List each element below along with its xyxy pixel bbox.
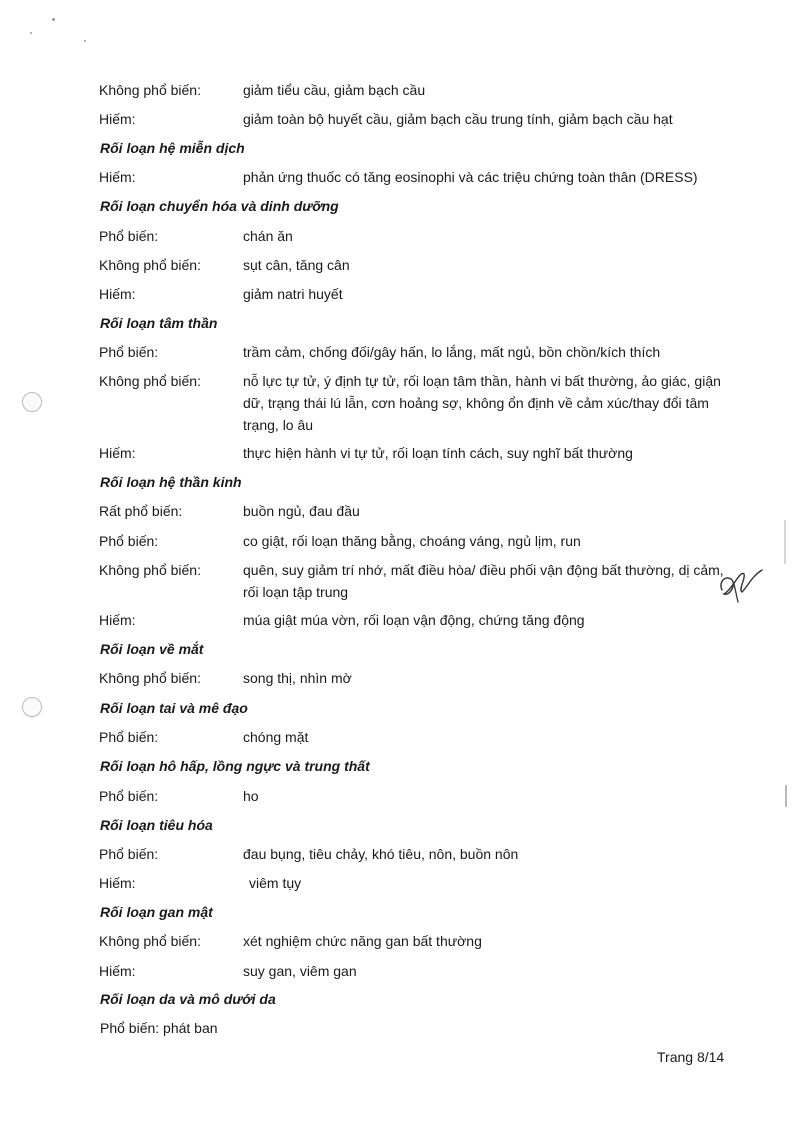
section-heading: Rối loạn về mắt bbox=[100, 641, 204, 657]
adverse-effects-text: đau bụng, tiêu chảy, khó tiêu, nôn, buồn nôn bbox=[243, 846, 519, 862]
adverse-effects-text: quên, suy giảm trí nhớ, mất điều hòa/ điều phối vận động bất thường, dị cảm, rối loạn tập trung bbox=[243, 562, 724, 600]
frequency-label: Phổ biến: bbox=[99, 228, 159, 244]
section-heading: Rối loạn tiêu hóa bbox=[100, 817, 213, 833]
adverse-effects-text: chóng mặt bbox=[243, 729, 309, 745]
section-heading: Rối loạn tai và mê đạo bbox=[100, 700, 248, 716]
frequency-label: Phổ biến: bbox=[99, 344, 159, 360]
frequency-label: Phổ biến: bbox=[99, 533, 159, 549]
section-heading: Rối loạn chuyển hóa và dinh dưỡng bbox=[100, 198, 339, 214]
frequency-label: Không phổ biến: bbox=[99, 257, 201, 273]
adverse-effects-text: nỗ lực tự tử, ý định tự tử, rối loạn tâm thần, hành vi bất thường, ảo giác, giận dữ, trạng thái lú lẫn, cơn hoảng sợ, không ổn định về cảm xúc/thay đổi tâm trạng, lo âu bbox=[243, 373, 721, 433]
frequency-label: Hiếm: bbox=[99, 286, 136, 302]
adverse-effects-text: buồn ngủ, đau đầu bbox=[243, 503, 360, 519]
frequency-label: Hiếm: bbox=[99, 963, 136, 979]
scan-speck bbox=[30, 32, 32, 34]
adverse-effects-text: giảm toàn bộ huyết cầu, giảm bạch cầu trung tính, giảm bạch cầu hạt bbox=[243, 111, 673, 127]
adverse-effects-text: ho bbox=[243, 788, 259, 804]
adverse-effects-text: phản ứng thuốc có tăng eosinophi và các triệu chứng toàn thân (DRESS) bbox=[243, 169, 698, 185]
frequency-label: Phổ biến: phát ban bbox=[100, 1020, 218, 1036]
adverse-effects-text: viêm tụy bbox=[249, 875, 302, 891]
section-heading: Rối loạn da và mô dưới da bbox=[100, 991, 276, 1007]
section-heading: Rối loạn hệ miễn dịch bbox=[100, 140, 245, 156]
adverse-effects-text: sụt cân, tăng cân bbox=[243, 257, 350, 273]
adverse-effects-text: co giật, rối loạn thăng bằng, choáng váng, ngủ lịm, run bbox=[243, 533, 581, 549]
adverse-effects-text: suy gan, viêm gan bbox=[243, 963, 357, 979]
adverse-effects-text: trầm cảm, chống đối/gây hấn, lo lắng, mất ngủ, bồn chồn/kích thích bbox=[243, 344, 661, 360]
frequency-label: Hiếm: bbox=[99, 612, 136, 628]
frequency-label: Không phổ biến: bbox=[99, 562, 201, 578]
adverse-effects-text: chán ăn bbox=[243, 228, 293, 244]
scan-speck bbox=[52, 18, 55, 21]
frequency-label: Phổ biến: bbox=[99, 846, 159, 862]
section-heading: Rối loạn hệ thần kinh bbox=[100, 474, 242, 490]
frequency-label: Phổ biến: bbox=[99, 788, 159, 804]
frequency-label: Hiếm: bbox=[99, 445, 136, 461]
frequency-label: Không phổ biến: bbox=[99, 933, 201, 949]
adverse-effects-text: song thị, nhìn mờ bbox=[243, 670, 352, 686]
frequency-label: Rất phổ biến: bbox=[99, 503, 183, 519]
frequency-label: Không phổ biến: bbox=[99, 82, 201, 98]
adverse-effects-text: múa giật múa vờn, rối loạn vận động, chứng tăng động bbox=[243, 612, 585, 628]
scan-speck bbox=[84, 40, 86, 42]
punch-hole-top bbox=[22, 392, 42, 412]
frequency-label: Phổ biến: bbox=[99, 729, 159, 745]
frequency-label: Hiếm: bbox=[99, 875, 136, 891]
adverse-effects-text: xét nghiệm chức năng gan bất thường bbox=[243, 933, 482, 949]
adverse-effects-text: thực hiện hành vi tự tử, rối loạn tính cách, suy nghĩ bất thường bbox=[243, 445, 633, 461]
scan-edge-mark bbox=[785, 785, 787, 807]
frequency-label: Không phổ biến: bbox=[99, 373, 201, 389]
frequency-label: Hiếm: bbox=[99, 169, 136, 185]
adverse-effects-text: giảm natri huyết bbox=[243, 286, 343, 302]
frequency-label: Không phổ biến: bbox=[99, 670, 201, 686]
section-heading: Rối loạn hô hấp, lồng ngực và trung thất bbox=[100, 758, 370, 774]
adverse-effects-text: giảm tiểu cầu, giảm bạch cầu bbox=[243, 82, 426, 98]
punch-hole-bottom bbox=[22, 697, 42, 717]
frequency-label: Hiếm: bbox=[99, 111, 136, 127]
section-heading: Rối loạn gan mật bbox=[100, 904, 213, 920]
page-number: Trang 8/14 bbox=[657, 1049, 725, 1065]
scan-edge-mark bbox=[784, 520, 786, 564]
section-heading: Rối loạn tâm thần bbox=[100, 315, 218, 331]
